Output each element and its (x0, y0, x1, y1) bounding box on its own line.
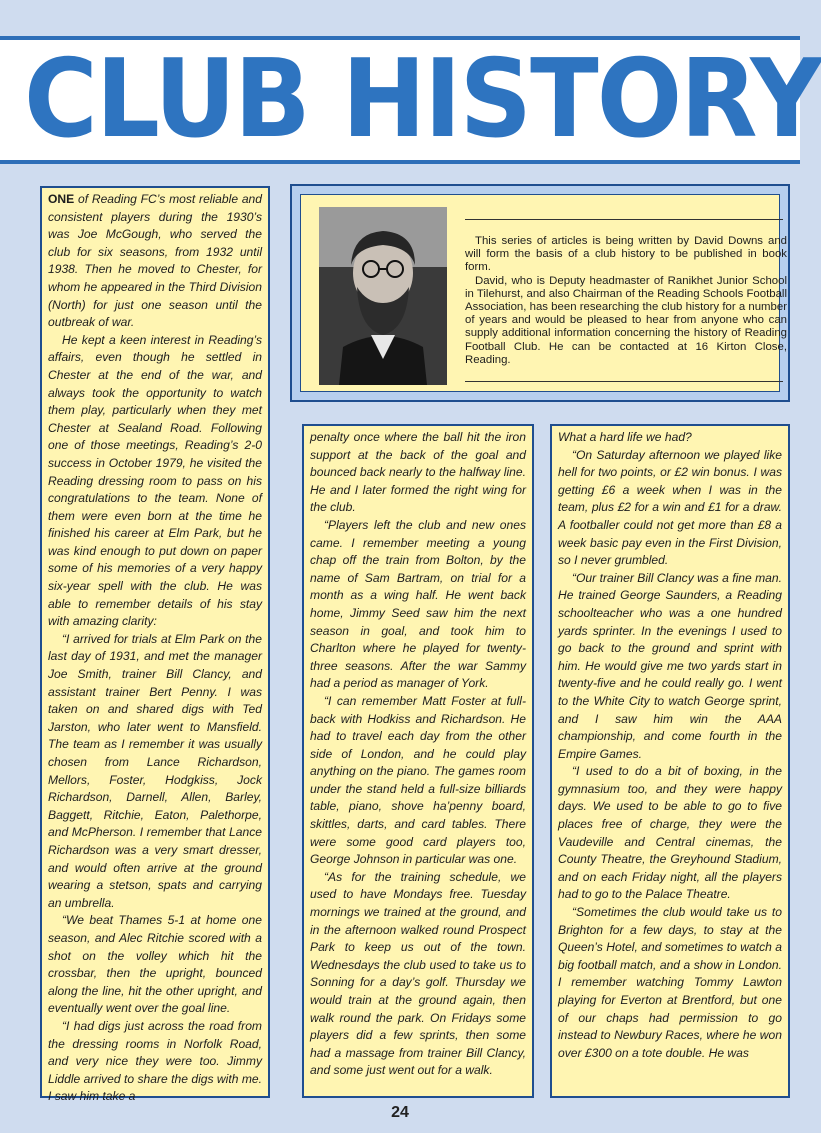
article-column-3 (550, 424, 790, 1098)
page-number: 24 (391, 1104, 409, 1121)
article-paragraph: “I can remember Matt Foster at full-back with Hodkiss and Richardson. He had to travel each day from the other side of London, and he could play anything on the piano. The games room under the stand held a full-size billiards table, piano, shove ha’penny board, skittles, darts, and card tables. There were some good card players too, George Johnson in particular was one. (310, 693, 526, 867)
article-paragraph: penalty once where the ball hit the iron support at the back of the goal and bounced back nearly to the halfway line. He and I later formed the right wing for the club. (310, 430, 526, 515)
author-bio-box (290, 184, 790, 402)
article-paragraph: He kept a keen interest in Reading’s affairs, even though he settled in Chester at the end of the war, and always took the opportunity to watch them play, particularly when they met Chester at Sealand Road. Following one of those meetings, Reading’s 2-0 success in October 1979, he visited the Reading dressing room to pass on his congratulations to the team. None of them were even born at the time he finished his career at Elm Park, but he was kind enough to put down on paper some of his memories of a very happy six-year spell with the club. He was able to remember details of his stay with amazing clarity: (48, 332, 262, 629)
page-title: CLUB HISTORY (24, 37, 821, 162)
divider-top (465, 219, 783, 220)
article-paragraph: “Sometimes the club would take us to Brighton for a few days, to stay at the Queen’s Hotel, and sometimes to watch a big football match, and a show in London. I remember watching Tommy Lawton playing for Everton at Brentford, but one of our chaps had permission to go instead to Newbury Races, where he won over £300 on a tote double. He was (558, 905, 782, 1060)
lead-paragraph (48, 191, 262, 332)
lead-word: ONE (48, 192, 75, 206)
author-bio-panel (300, 194, 787, 392)
article-paragraph: What a hard life we had? (558, 430, 692, 444)
article-paragraph: “We beat Thames 5-1 at home one season, and Alec Ritchie scored with a shot on the volley which hit the crossbar, then the upright, bounced along the line, hit the other upright, and eventually went over the goal line. (48, 913, 262, 1016)
article-paragraph: “As for the training schedule, we used to have Mondays free. Tuesday mornings we trained at the ground, and in the afternoon walked round Prospect Park to keep us out of the town. Wednesdays the club used to take us to Sonning for a day’s golf. Thursday we would train at the ground again, then walk round the park. On Fridays some players did a few sprints, then some had a massage from trainer Bill Clancy, and some just went out for a walk. (310, 869, 526, 1078)
author-bio-text (465, 235, 787, 367)
article-column-2 (302, 424, 534, 1098)
bio-paragraph: David, who is Deputy headmaster of Ranikhet Junior School in Tilehurst, and also Chairman of the Reading Schools Football Association, has been researching the club history for a number of years and would be pleased to hear from anyone who can supply additional information concerning the history of Reading Football Club. He can be contacted at 16 Kirton Close, Reading. (465, 274, 787, 366)
article-paragraph: “I had digs just across the road from the dressing rooms in Norfolk Road, and very nice they were too. Jimmy Liddle arrived to share the digs with me. I saw him take a (48, 1018, 262, 1104)
lead-text: of Reading FC’s most reliable and consistent players during the 1930’s was Joe McGough, who served the club for six seasons, from 1932 until 1938. Then he moved to Chester, for whom he appeared in the Third Division (North) for just one season until the outbreak of war. (48, 192, 262, 330)
author-photo (319, 207, 447, 385)
article-paragraph: “On Saturday afternoon we played like hell for two points, or £2 win bonus. I was getting £6 a week when I was in the team, plus £2 for a win and £1 for a draw. A footballer could not get more than £8 a week basic pay even in the First Division, so I never grumbled. (558, 447, 782, 568)
article-column-1 (40, 186, 270, 1104)
article-paragraph: “Players left the club and new ones came. I remember meeting a young chap off the train from Bolton, by the name of Sam Bartram, on trial for a month as a wing half. He went back home, Jimmy Seed saw him the next season in goal, and took him to Charlton where he played for twenty-three seasons. After the war Sammy had a period as manager of York. (310, 517, 526, 691)
article-paragraph: “I used to do a bit of boxing, in the gymnasium too, and they were happy days. We used to be able to go to five places free of charge, they were the Vaudeville and Central cinemas, the County Theatre, the Greyhound Stadium, and on each Friday night, all the players had to go to the Palace Theatre. (558, 764, 782, 902)
article-paragraph: “I arrived for trials at Elm Park on the last day of 1931, and met the manager Joe Smith, trainer Bill Clancy, and assistant trainer Bert Penny. I was taken on and shared digs with Ted Jarston, who later went to Mansfield. The team as I remember it was usually chosen from Lance Richardson, Mellors, Foster, Hodgkiss, Jock Richardson, Darnell, Allen, Barley, Baggett, Ritchie, Eaton, Palethorpe, and McPherson. I remember that Lance Richardson was a very smart dresser, and would often arrive at the ground wearing a stetson, spats and carrying an umbrella. (48, 631, 262, 910)
divider-bottom (465, 381, 783, 382)
bio-paragraph: This series of articles is being written by David Downs and will form the basis of a club history to be published in book form. (465, 235, 787, 274)
article-paragraph: “Our trainer Bill Clancy was a fine man. He trained George Saunders, a Reading schoolteacher who was a one hundred yards sprinter. In the evenings I used to go back to the ground and sprint with him. He would give me two yards start in twenty-five and he could really go. I went to the White City to watch George sprint, and I saw him win the AAA championship, and come fourth in the Empire Games. (558, 570, 782, 761)
